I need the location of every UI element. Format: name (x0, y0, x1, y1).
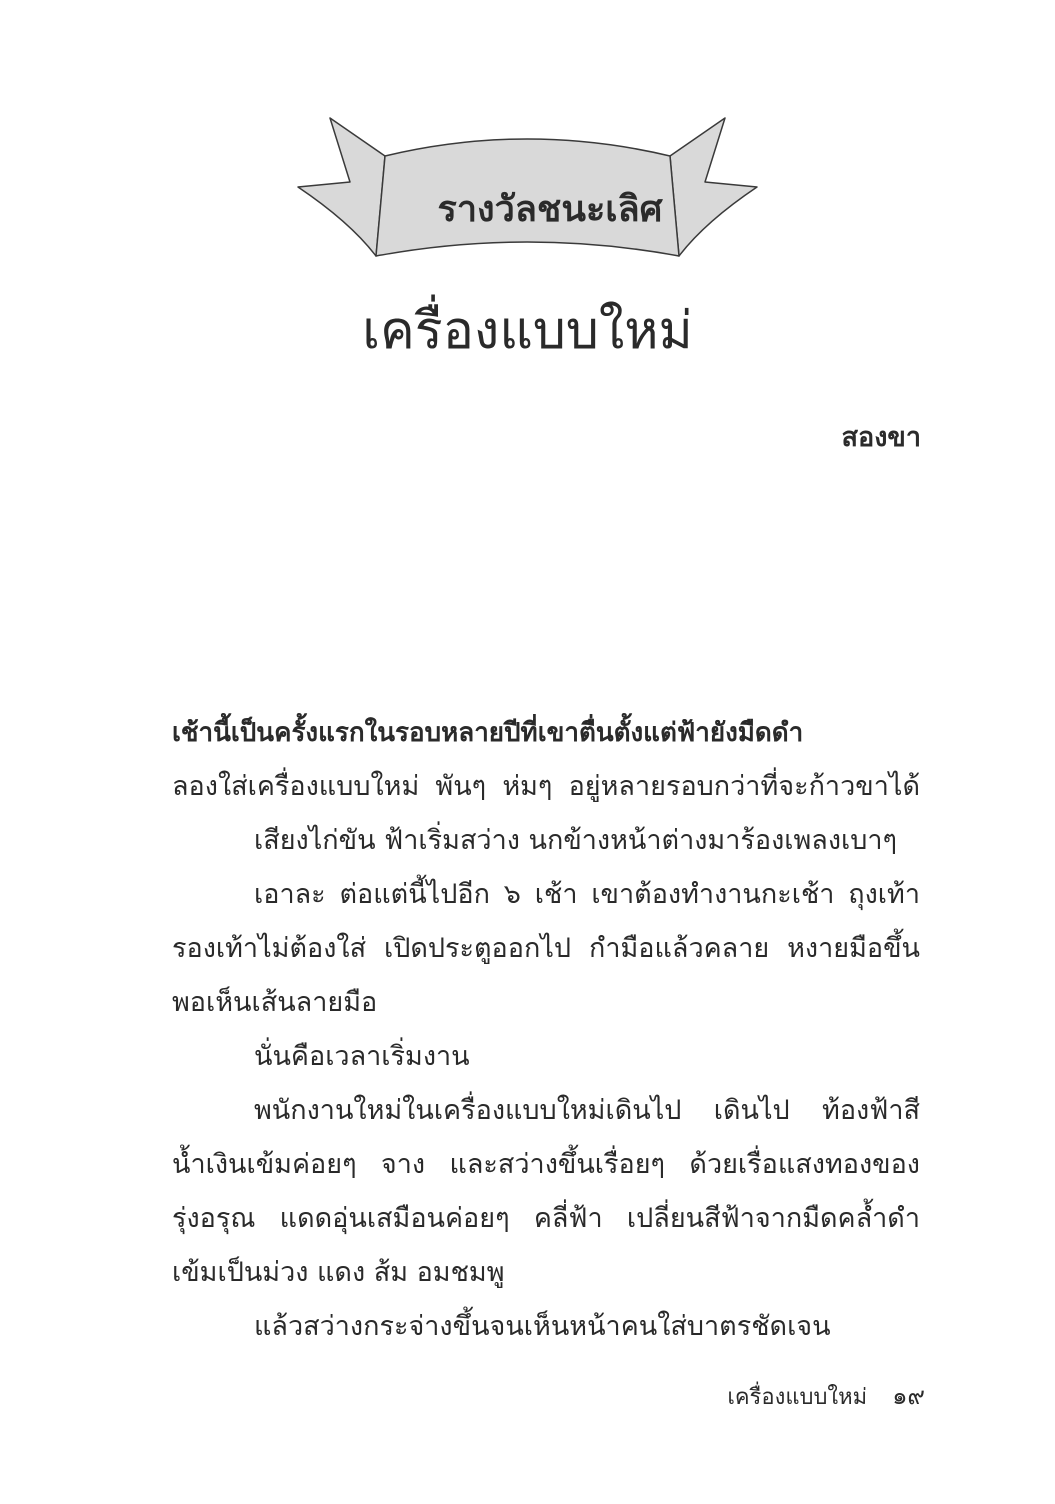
story-title: เครื่องแบบใหม่ (362, 301, 693, 361)
story-body (172, 706, 920, 1354)
ribbon-left-tail (298, 118, 385, 256)
page-number: ๑๙ (892, 1382, 925, 1410)
body-line: เช้านี้เป็นครั้งแรกในรอบหลายปีที่เขาตื่นตั้งแต่ฟ้ายังมืดดำ (172, 718, 804, 748)
body-line: พอเห็นเส้นลายมือ (172, 987, 378, 1018)
body-line: เสียงไก่ขัน ฟ้าเริ่มสว่าง นกข้างหน้าต่างมาร้องเพลงเบาๆ (254, 825, 898, 856)
body-line: เอาละ ต่อแต่นี้ไปอีก ๖ เช้า เขาต้องทำงานกะเช้า ถุงเท้า (254, 879, 920, 910)
body-line: รองเท้าไม่ต้องใส่ เปิดประตูออกไป กำมือแล้วคลาย หงายมือขึ้น (172, 933, 920, 964)
body-line: น้ำเงินเข้มค่อยๆ จาง และสว่างขึ้นเรื่อยๆ ด้วยเรื่อแสงทองของ (172, 1149, 920, 1180)
running-title: เครื่องแบบใหม่ (727, 1385, 868, 1410)
body-line: นั่นคือเวลาเริ่มงาน (254, 1041, 470, 1072)
body-line: พนักงานใหม่ในเครื่องแบบใหม่เดินไป เดินไป ท้องฟ้าสี (254, 1095, 920, 1126)
award-label: รางวัลชนะเลิศ (437, 189, 663, 230)
body-line: รุ่งอรุณ แดดอุ่นเสมือนค่อยๆ คลี่ฟ้า เปลี่ยนสีฟ้าจากมืดคล้ำดำ (172, 1203, 920, 1234)
ribbon-right-tail (670, 118, 757, 256)
author-name: สองขา (841, 422, 921, 453)
body-line: เข้มเป็นม่วง แดง ส้ม อมชมพู (172, 1257, 505, 1288)
title-ribbon (0, 0, 1055, 280)
body-line: ลองใส่เครื่องแบบใหม่ พันๆ ห่มๆ อยู่หลายรอบกว่าที่จะก้าวขาได้ (172, 771, 920, 802)
page-footer (727, 1376, 925, 1418)
body-line: แล้วสว่างกระจ่างขึ้นจนเห็นหน้าคนใส่บาตรชัดเจน (254, 1311, 831, 1342)
